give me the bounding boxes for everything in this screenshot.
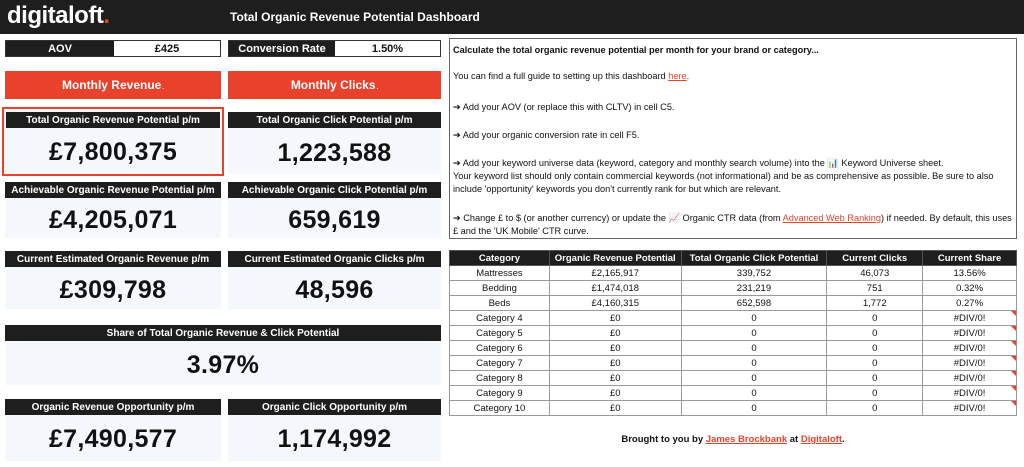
table-cell[interactable]: #DIV/0! [923,386,1017,401]
guide-suffix: . [686,71,690,81]
current-clicks-label: Current Estimated Organic Clicks p/m [228,251,441,267]
table-cell[interactable]: 0 [681,326,827,341]
table-cell[interactable]: 0 [827,326,923,341]
instructions-panel [449,38,1017,239]
table-cell[interactable]: 46,073 [827,266,923,281]
table-cell[interactable]: 0 [681,386,827,401]
table-cell[interactable]: 751 [827,281,923,296]
step-currency-prefix: ➔ Change £ to $ (or another currency) or update the 📈 Organic CTR data (from [453,213,783,223]
table-cell[interactable]: Category 5 [450,326,550,341]
achievable-revenue-value: £4,205,071 [48,206,178,234]
share-card [5,325,441,385]
table-cell[interactable]: £0 [549,371,681,386]
col-current-share: Current Share [923,251,1017,266]
logo [7,2,109,30]
total-clicks-value: 1,223,588 [277,139,392,167]
table-cell[interactable]: £0 [549,341,681,356]
achievable-revenue-label: Achievable Organic Revenue Potential p/m [5,182,221,198]
table-cell[interactable]: 0 [827,371,923,386]
keyword-note: Your keyword list should only contain commercial keywords (not informational) and be as comprehensive as possible. Be sure to also include 'opportunity' keywords you don't currently rank for but which are relevant. [453,171,994,194]
share-label: Share of Total Organic Revenue & Click Potential [5,325,441,341]
monthly-revenue-button[interactable] [5,71,221,99]
achievable-clicks-value: 659,619 [288,206,381,234]
author-link[interactable]: James Brockbank [705,434,788,445]
table-cell[interactable]: £2,165,917 [549,266,681,281]
category-table [449,250,1017,416]
table-cell[interactable]: 0.27% [923,296,1017,311]
total-revenue-label: Total Organic Revenue Potential p/m [6,112,220,128]
current-clicks-value: 48,596 [295,276,374,304]
table-cell[interactable]: 339,752 [681,266,827,281]
footer-middle: at [787,434,801,445]
guide-prefix: You can find a full guide to setting up this dashboard [453,71,669,81]
monthly-clicks-mark: . [376,85,379,91]
current-revenue-value: £309,798 [59,276,167,304]
table-cell[interactable]: #DIV/0! [923,311,1017,326]
achievable-clicks-card [228,182,441,238]
current-revenue-card [5,251,221,309]
current-revenue-label: Current Estimated Organic Revenue p/m [5,251,221,267]
table-cell[interactable]: £0 [549,311,681,326]
share-value: 3.97% [186,351,260,379]
table-row [450,296,1017,311]
table-cell[interactable]: #DIV/0! [923,371,1017,386]
table-cell[interactable]: 0 [681,311,827,326]
revenue-opportunity-card [5,399,221,461]
table-cell[interactable]: £0 [549,401,681,416]
table-cell[interactable]: #DIV/0! [923,356,1017,371]
table-row [450,341,1017,356]
logo-dot: . [103,2,110,29]
table-cell[interactable]: #DIV/0! [923,341,1017,356]
col-current-clicks: Current Clicks [827,251,923,266]
company-link[interactable]: Digitaloft [800,434,843,445]
table-row [450,401,1017,416]
table-cell[interactable]: Mattresses [450,266,550,281]
table-cell[interactable]: 0 [681,401,827,416]
step-currency-suffix: ) if needed. By default, this uses £ and the 'UK Mobile' CTR curve. [453,213,1012,236]
achievable-revenue-card [5,182,221,238]
table-cell[interactable]: Category 6 [450,341,550,356]
table-cell[interactable]: 231,219 [681,281,827,296]
table-row [450,371,1017,386]
awr-link[interactable]: Advanced Web Ranking [782,213,882,223]
total-revenue-value: £7,800,375 [48,138,178,166]
table-cell[interactable]: 0.32% [923,281,1017,296]
table-cell[interactable]: Category 7 [450,356,550,371]
table-row [450,326,1017,341]
achievable-clicks-label: Achievable Organic Click Potential p/m [228,182,441,198]
table-cell[interactable]: 0 [827,401,923,416]
total-clicks-label: Total Organic Click Potential p/m [228,112,441,128]
monthly-revenue-label: Monthly Revenue [61,78,162,92]
aov-cell [5,40,221,57]
logo-text: digitaloft [7,2,104,29]
table-cell[interactable]: 0 [681,371,827,386]
total-clicks-card [228,112,441,174]
table-cell[interactable]: Category 9 [450,386,550,401]
table-cell[interactable]: #DIV/0! [923,401,1017,416]
table-cell[interactable]: #DIV/0! [923,326,1017,341]
table-cell[interactable]: £0 [549,326,681,341]
monthly-revenue-mark: . [162,85,165,91]
table-cell[interactable]: 652,598 [681,296,827,311]
step-aov: ➔ Add your AOV (or replace this with CLTV) in cell C5. [453,102,675,112]
table-cell[interactable]: Category 8 [450,371,550,386]
conversion-rate-cell [228,40,441,57]
aov-input[interactable]: £425 [114,41,220,56]
table-cell[interactable]: 1,772 [827,296,923,311]
table-cell[interactable]: £1,474,018 [549,281,681,296]
credit-footer [449,434,1017,445]
table-cell[interactable]: £0 [549,386,681,401]
guide-link[interactable]: here [668,71,687,81]
col-click-potential: Total Organic Click Potential [681,251,827,266]
step-keywords: ➔ Add your keyword universe data (keyword, category and monthly search volume) into the 📊 Keyword Universe sheet. [453,158,944,168]
table-cell[interactable]: Category 10 [450,401,550,416]
step-currency [453,212,1012,237]
guide-line [453,70,1012,83]
table-cell[interactable]: 0 [827,356,923,371]
table-cell[interactable]: 0 [681,356,827,371]
table-cell[interactable]: 0 [827,386,923,401]
header-bar [0,0,1024,34]
table-cell[interactable]: Category 4 [450,311,550,326]
conversion-rate-label: Conversion Rate [229,41,335,56]
table-cell[interactable]: 13.56% [923,266,1017,281]
table-cell[interactable]: £0 [549,356,681,371]
table-cell[interactable]: 0 [827,341,923,356]
total-revenue-card[interactable] [4,109,222,174]
table-cell[interactable]: Bedding [450,281,550,296]
revenue-opportunity-value: £7,490,577 [48,425,178,453]
step-conversion: ➔ Add your organic conversion rate in cell F5. [453,130,640,140]
click-opportunity-value: 1,174,992 [277,425,392,453]
table-row [450,281,1017,296]
table-cell[interactable]: Beds [450,296,550,311]
conversion-rate-input[interactable]: 1.50% [335,41,440,56]
click-opportunity-card [228,399,441,461]
instructions-title: Calculate the total organic revenue potential per month for your brand or category... [453,45,819,55]
monthly-clicks-button[interactable] [228,71,441,99]
current-clicks-card [228,251,441,309]
table-row [450,356,1017,371]
table-row [450,266,1017,281]
click-opportunity-label: Organic Click Opportunity p/m [228,399,441,415]
monthly-clicks-label: Monthly Clicks [290,78,376,92]
page-title: Total Organic Revenue Potential Dashboard [230,10,480,24]
footer-prefix: Brought to you by [621,434,706,445]
col-revenue-potential: Organic Revenue Potential [549,251,681,266]
aov-label: AOV [6,41,114,56]
col-category: Category [450,251,550,266]
table-row [450,311,1017,326]
revenue-opportunity-label: Organic Revenue Opportunity p/m [5,399,221,415]
table-cell[interactable]: £4,160,315 [549,296,681,311]
table-header-row [450,251,1017,266]
table-cell[interactable]: 0 [827,311,923,326]
table-cell[interactable]: 0 [681,341,827,356]
footer-suffix: . [842,434,845,445]
table-row [450,386,1017,401]
